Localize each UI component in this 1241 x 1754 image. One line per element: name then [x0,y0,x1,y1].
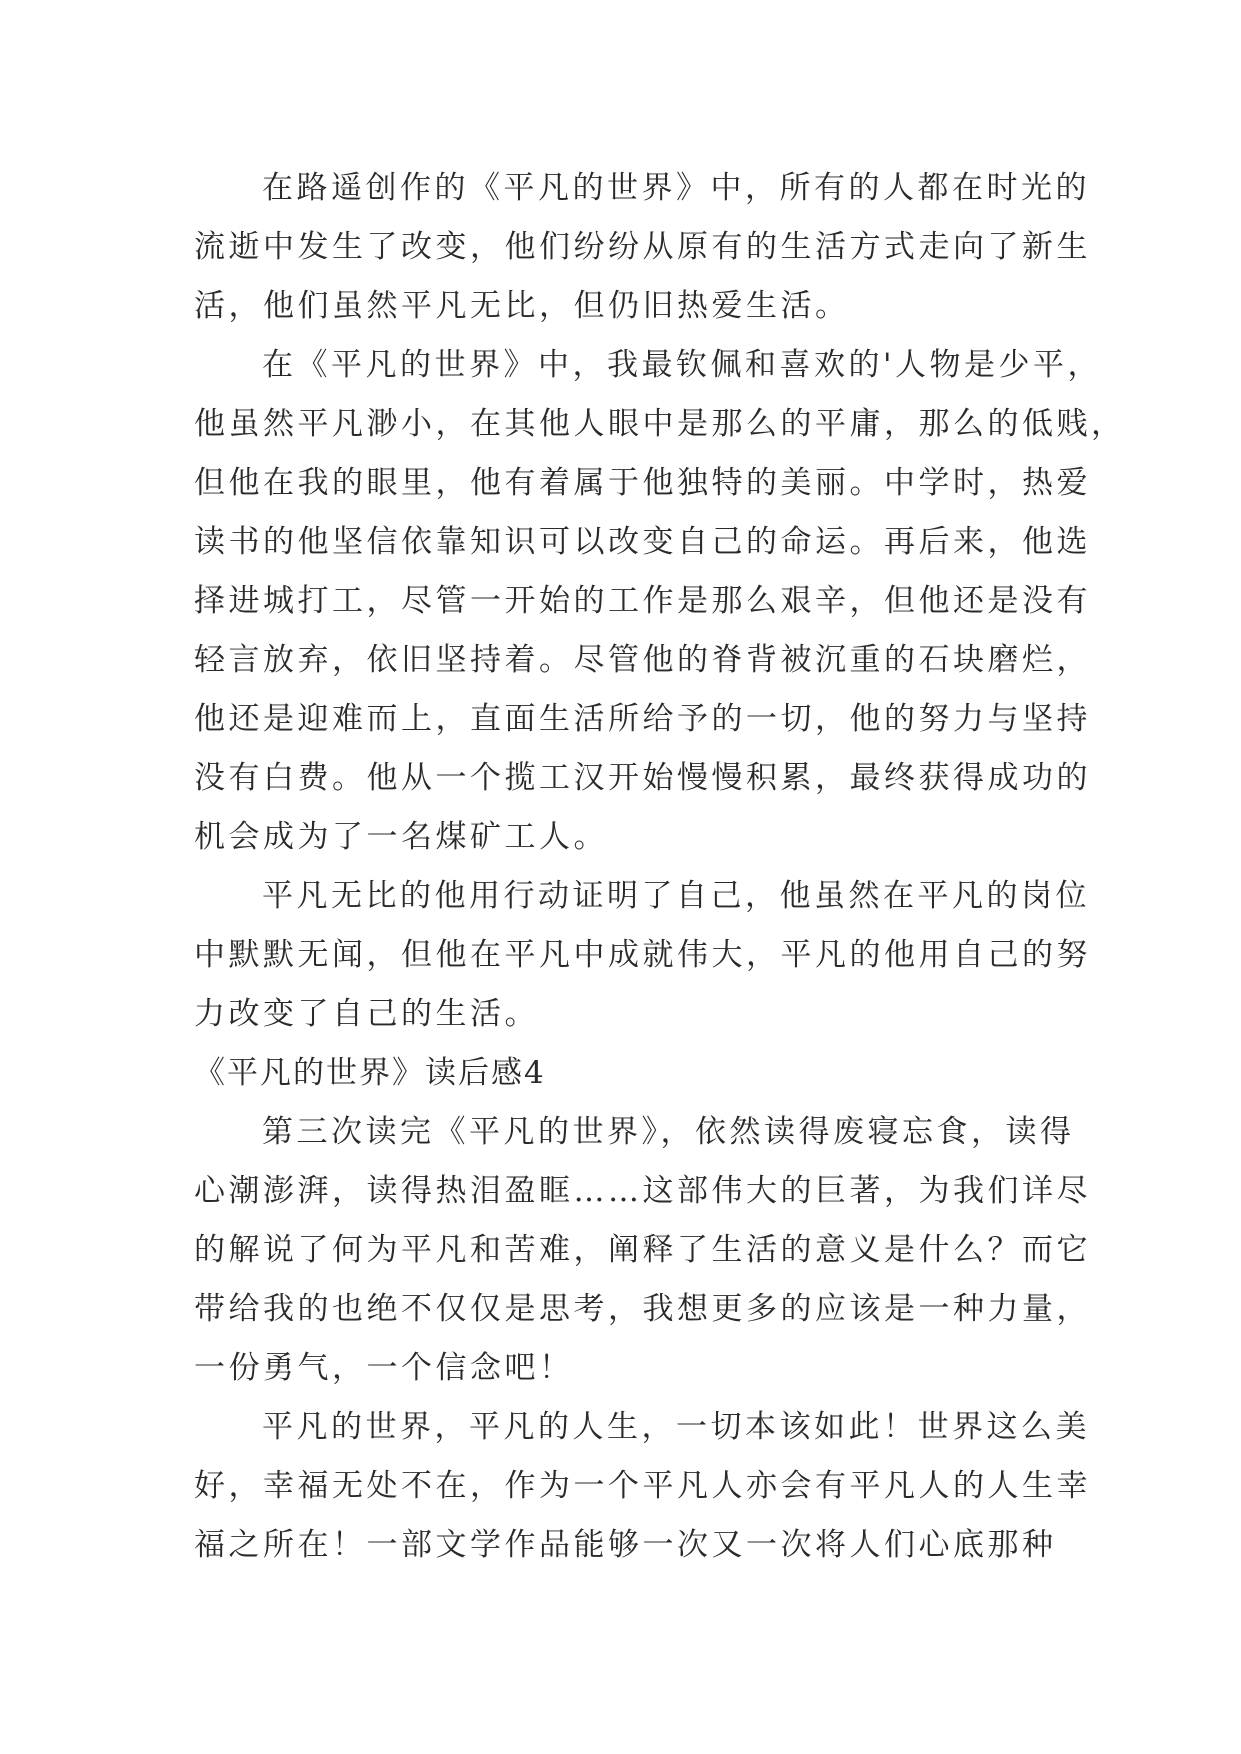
text-line: 择进城打工，尽管一开始的工作是那么艰辛，但他还是没有 [194,583,1091,619]
text-line: 在《平凡的世界》中，我最钦佩和喜欢的'人物是少平， [262,347,1103,383]
text-line: 带给我的也绝不仅仅是思考，我想更多的应该是一种力量， [194,1291,1091,1327]
paragraph-5 [194,1398,1091,1575]
text-line: 流逝中发生了改变，他们纷纷从原有的生活方式走向了新生 [194,229,1091,265]
text-line: 他虽然平凡渺小，在其他人眼中是那么的平庸，那么的低贱， [194,406,1126,442]
section-heading: 《平凡的世界》读后感4 [194,1055,546,1091]
text-line: 平凡无比的他用行动证明了自己，他虽然在平凡的岗位 [262,878,1090,914]
text-line: 活，他们虽然平凡无比，但仍旧热爱生活。 [194,288,850,324]
document-body [194,159,1126,1575]
text-line: 中默默无闻，但他在平凡中成就伟大，平凡的他用自己的努 [194,937,1091,973]
paragraph-1 [194,159,1091,336]
text-line: 轻言放弃，依旧坚持着。尽管他的脊背被沉重的石块磨烂， [194,642,1091,678]
paragraph-2 [194,336,1126,867]
text-line: 但他在我的眼里，他有着属于他独特的美丽。中学时，热爱 [194,465,1091,501]
text-line: 读书的他坚信依靠知识可以改变自己的命运。再后来，他选 [194,524,1091,560]
text-line: 在路遥创作的《平凡的世界》中，所有的人都在时光的 [262,170,1090,206]
text-line: 心潮澎湃，读得热泪盈眶……这部伟大的巨著，为我们详尽 [194,1173,1091,1209]
text-line: 福之所在！一部文学作品能够一次又一次将人们心底那种 [194,1527,1057,1563]
text-line: 平凡的世界，平凡的人生，一切本该如此！世界这么美 [262,1409,1090,1445]
text-line: 的解说了何为平凡和苦难，阐释了生活的意义是什么？而它 [194,1232,1091,1268]
paragraph-3 [194,867,1091,1044]
text-line: 第三次读完《平凡的世界》，依然读得废寝忘食，读得 [262,1114,1075,1150]
text-line: 他还是迎难而上，直面生活所给予的一切，他的努力与坚持 [194,701,1091,737]
text-line: 机会成为了一名煤矿工人。 [194,819,608,855]
paragraph-4 [194,1103,1091,1398]
text-line: 好，幸福无处不在，作为一个平凡人亦会有平凡人的人生幸 [194,1468,1091,1504]
text-line: 力改变了自己的生活。 [194,996,539,1032]
text-line: 没有白费。他从一个揽工汉开始慢慢积累，最终获得成功的 [194,760,1091,796]
text-line: 一份勇气，一个信念吧！ [194,1350,574,1386]
